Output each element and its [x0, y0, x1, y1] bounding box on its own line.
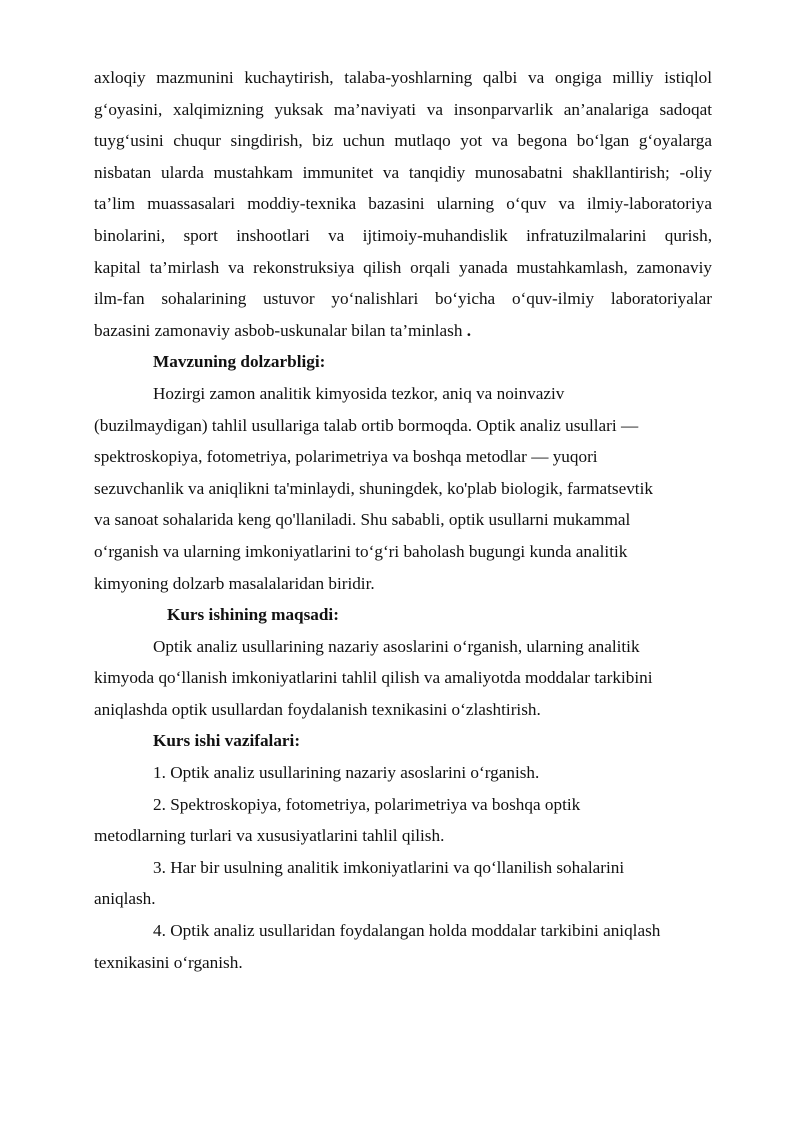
- relevance-heading: Mavzuning dolzarbligi:: [153, 352, 326, 372]
- intro-line-7: kapital ta’mirlash va rekonstruksiya qilish orqali yanada mustahkamlash, zamonaviy: [94, 257, 712, 277]
- task-line-1: 1. Optik analiz usullarining nazariy asoslarini o‘rganish.: [153, 763, 540, 783]
- task-line-2: 2. Spektroskopiya, fotometriya, polarimetriya va boshqa optik: [153, 794, 581, 814]
- relevance-line-1: Hozirgi zamon analitik kimyosida tezkor, aniq va noinvaziv: [153, 383, 565, 403]
- relevance-line-3: spektroskopiya, fotometriya, polarimetriya va boshqa metodlar — yuqori: [94, 447, 598, 467]
- goal-line-2: kimyoda qo‘llanish imkoniyatlarini tahlil qilish va amaliyotda moddalar tarkibini: [94, 668, 653, 688]
- relevance-line-7: kimyoning dolzarb masalalaridan biridir.: [94, 573, 375, 593]
- relevance-line-5: va sanoat sohalarida keng qo'llaniladi. Shu sababli, optik usullarni mukammal: [94, 510, 631, 530]
- intro-last-text: bazasini zamonaviy asbob-uskunalar bilan ta’minlash: [94, 320, 463, 340]
- intro-line-1: axloqiy mazmunini kuchaytirish, talaba-yoshlarning qalbi va ongiga milliy istiqlol: [94, 68, 712, 87]
- tasks-heading: Kurs ishi vazifalari:: [153, 731, 301, 751]
- intro-line-5: ta’lim muassasalari moddiy-texnika bazasini ularning o‘quv va ilmiy-laboratoriya: [94, 194, 712, 214]
- task-line-7: texnikasini o‘rganish.: [94, 952, 243, 972]
- tasks-section: [94, 725, 712, 978]
- task-line-5: aniqlash.: [94, 889, 156, 909]
- intro-line-6: binolarini, sport inshootlari va ijtimoiy-muhandislik infratuzilmalarini qurish,: [94, 225, 712, 245]
- document-page: [94, 62, 712, 978]
- intro-line-9: [94, 315, 712, 347]
- intro-line-3: tuyg‘usini chuqur singdirish, biz uchun mutlaqo yot va begona bo‘lgan g‘oyalarga: [94, 131, 712, 151]
- goal-line-1: Optik analiz usullarining nazariy asoslarini o‘rganish, ularning analitik: [153, 636, 640, 656]
- task-line-4: 3. Har bir usulning analitik imkoniyatlarini va qo‘llanilish sohalarini: [153, 857, 625, 877]
- task-line-3: metodlarning turlari va xususiyatlarini tahlil qilish.: [94, 826, 445, 846]
- intro-line-8: ilm-fan sohalarining ustuvor yo‘nalishlari bo‘yicha o‘quv-ilmiy laboratoriyalar: [94, 289, 712, 309]
- relevance-line-2: (buzilmaydigan) tahlil usullariga talab ortib bormoqda. Optik analiz usullari —: [94, 415, 639, 435]
- relevance-line-6: o‘rganish va ularning imkoniyatlarini to‘g‘ri baholash bugungi kunda analitik: [94, 541, 628, 561]
- goal-line-3: aniqlashda optik usullardan foydalanish texnikasini o‘zlashtirish.: [94, 699, 541, 719]
- intro-line-2: g‘oyasini, xalqimizning yuksak ma’naviyati va insonparvarlik an’analariga sadoqat: [94, 99, 712, 119]
- goal-section: [94, 599, 712, 725]
- goal-heading: Kurs ishining maqsadi:: [167, 605, 339, 625]
- relevance-section: [94, 346, 712, 599]
- intro-line-4: nisbatan ularda mustahkam immunitet va tanqidiy munosabatni shakllantirish; -oliy: [94, 162, 712, 182]
- relevance-line-4: sezuvchanlik va aniqlikni ta'minlaydi, shuningdek, ko'plab biologik, farmatsevtik: [94, 478, 653, 498]
- task-line-6: 4. Optik analiz usullaridan foydalangan holda moddalar tarkibini aniqlash: [153, 921, 661, 941]
- intro-paragraph: [94, 62, 712, 346]
- intro-last-dot: .: [466, 320, 472, 340]
